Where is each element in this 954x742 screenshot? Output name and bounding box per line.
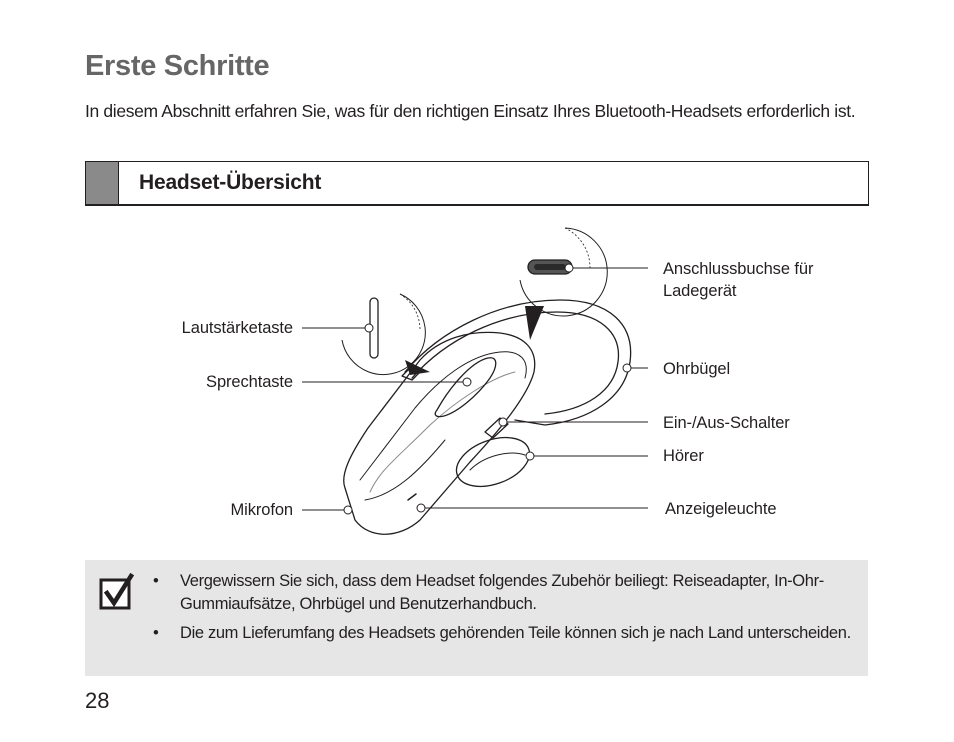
list-item bbox=[85, 570, 870, 616]
note-text: Die zum Lieferumfang des Headsets gehörenden Teile können sich je nach Land unterscheiden. bbox=[180, 624, 851, 642]
label-microphone: Mikrofon bbox=[230, 501, 293, 519]
bullet: • bbox=[153, 572, 159, 590]
label-earpiece: Hörer bbox=[663, 447, 704, 465]
label-indicator-light: Anzeigeleuchte bbox=[665, 500, 777, 518]
bullet: • bbox=[153, 624, 159, 642]
label-ear-hook: Ohrbügel bbox=[663, 360, 731, 378]
headset-body-shape bbox=[344, 332, 535, 534]
intro-paragraph: In diesem Abschnitt erfahren Sie, was für den richtigen Einsatz Ihres Bluetooth-Headsets erforderlich ist. bbox=[85, 101, 856, 121]
note-list bbox=[85, 570, 870, 651]
ear-hook-inner bbox=[412, 312, 618, 414]
page-number: 28 bbox=[85, 688, 110, 713]
charger-port-zoom bbox=[520, 228, 607, 340]
list-item bbox=[85, 622, 870, 645]
talk-key-shape bbox=[435, 358, 496, 417]
label-volume-key: Lautstärketaste bbox=[181, 319, 293, 337]
page-title: Erste Schritte bbox=[85, 50, 270, 82]
label-charger-port: Anschlussbuchse für Ladegerät bbox=[663, 260, 814, 300]
volume-key-zoom bbox=[342, 294, 430, 375]
section-title: Headset-Übersicht bbox=[139, 171, 322, 194]
label-talk-key: Sprechtaste bbox=[206, 373, 293, 391]
label-power-switch: Ein-/Aus-Schalter bbox=[663, 414, 790, 432]
note-box bbox=[85, 560, 868, 676]
note-text: Vergewissern Sie sich, dass dem Headset folgendes Zubehör beiliegt: Reiseadapter, In-Ohr-Gummiaufsätze, Ohrbügel und Benutzerhandbuch. bbox=[180, 572, 824, 613]
